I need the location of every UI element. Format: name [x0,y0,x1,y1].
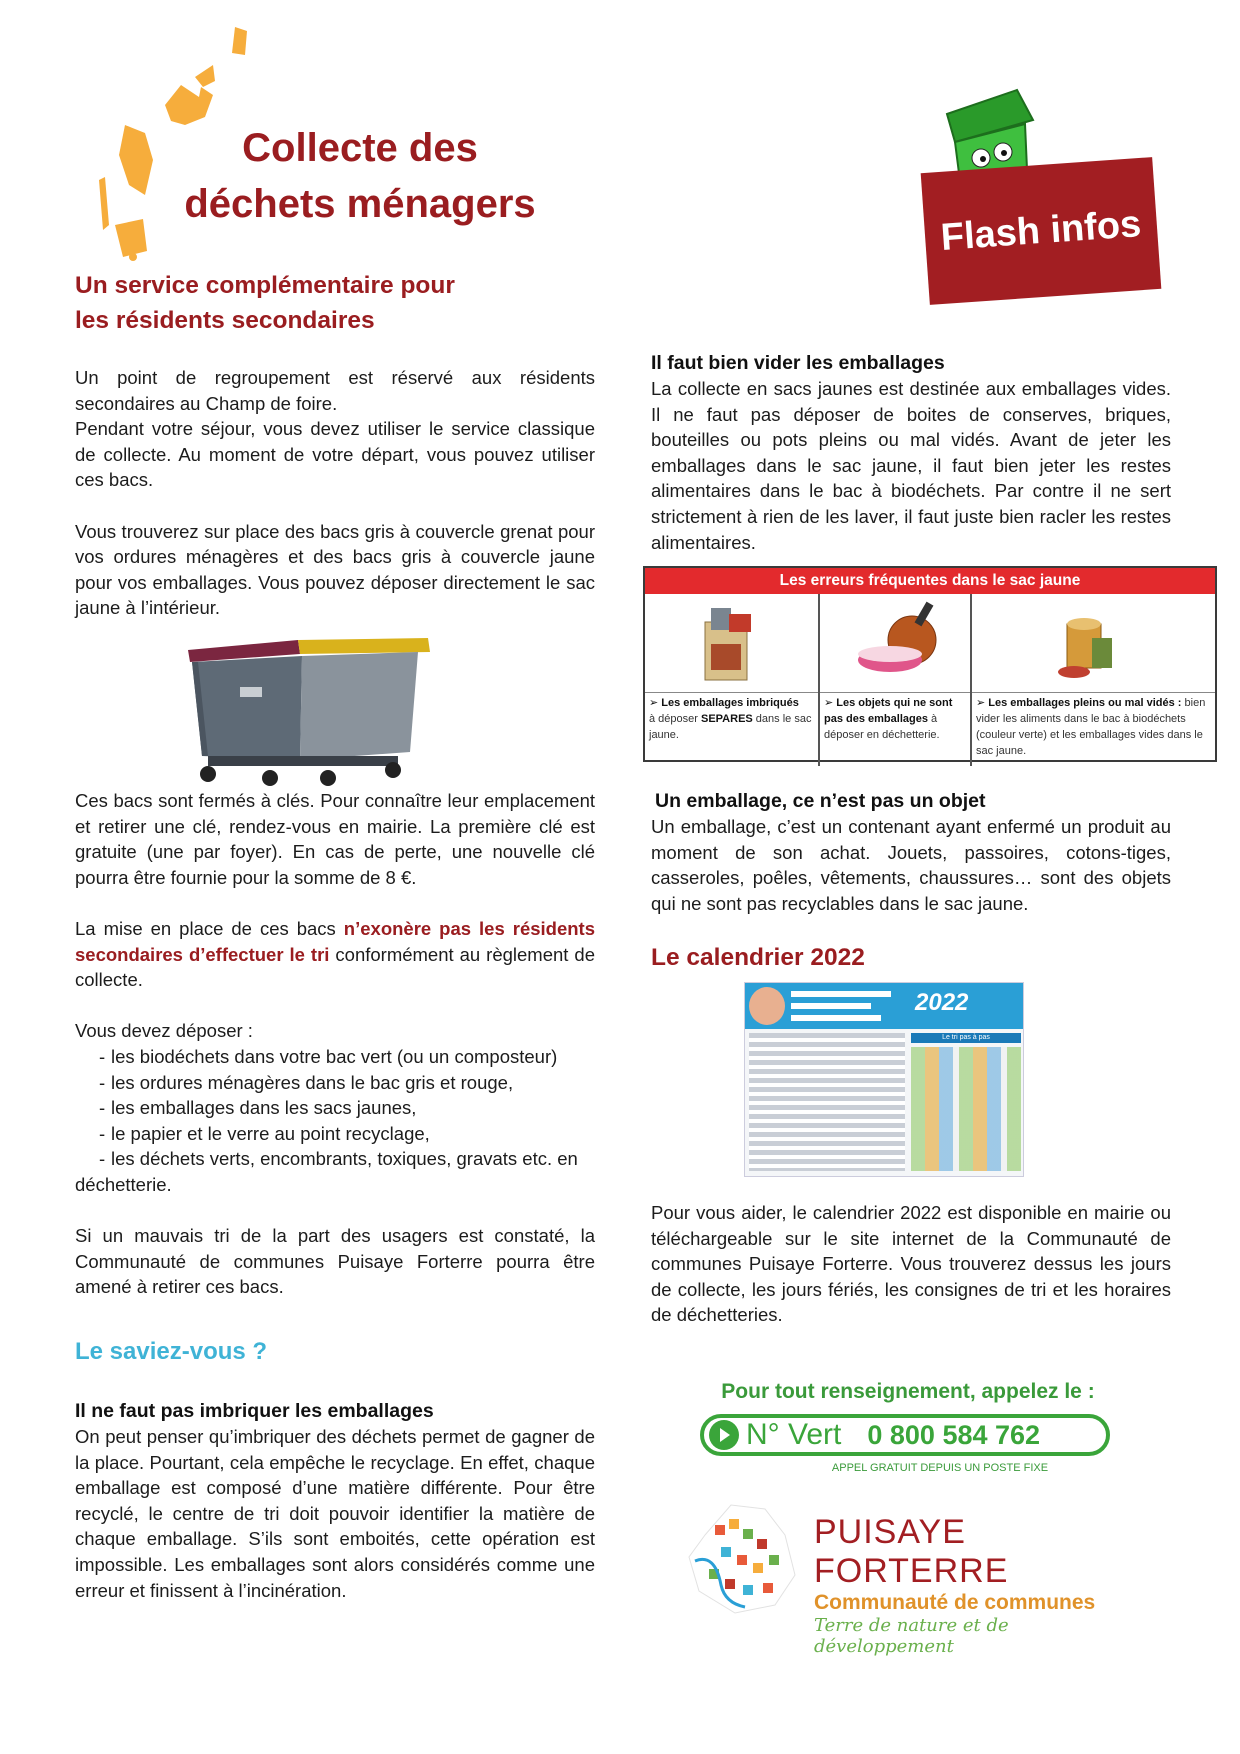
paragraph: Un point de regroupement est réservé aux résidents secondaires au Champ de foire. [75,367,595,414]
org-logo-text [814,1513,1114,1657]
saviez-vous-title: Le saviez-vous ? [75,1338,268,1365]
list-item: - les biodéchets dans votre bac vert (ou un composteur) [75,1044,595,1070]
page-title: Collecte des déchets ménagers [184,126,536,226]
org-sub: Communauté de communes [814,1591,1096,1614]
calendar-image [744,982,1024,1177]
list-item: - les déchets verts, encombrants, toxiques, gravats etc. en [75,1146,595,1172]
paragraph: Pendant votre séjour, vous devez utiliser le service classique de collecte. Au moment de votre départ, vous pouvez utiliser ces bacs. [75,418,595,491]
arrow-circle-icon [708,1419,740,1451]
flash-infos-badge [921,157,1162,305]
objet-title: Un emballage, ce n’est pas un objet [655,790,986,812]
objet-text: Un emballage, c’est un contenant ayant enfermé un produit au moment de son achat. Jouets, passoires, cotons-tiges, casseroles, poêles, vêtements, chaussures… sont des objets qui ne sont pas recyclables dans le sac jaune. [651,816,1171,914]
vider-text: La collecte en sacs jaunes est destinée aux emballages vides. Il ne faut pas déposer de boites de conserves, briques, bouteilles ou pots pleins ou mal vidés. Avant de jeter les emballages dans le sac jaune, il faut bien jeter les restes alimentaires dans le bac à biodéchets. Par contre il ne sert strictement à rien de les laver, il faut juste bien racler les restes alimentaires. [651,378,1171,553]
vider-section [651,350,1171,555]
calendar-title: Le calendrier 2022 [651,944,865,971]
list-item: - les emballages dans les sacs jaunes, [75,1095,595,1121]
imbriquer-text: On peut penser qu’imbriquer des déchets permet de gagner de la place. Pourtant, cela empêche le recyclage. En effet, chaque emballage est composé d’une matière différente. Pour être recyclé, le centre de tri doit pouvoir identifier la matière de chaque emballage. S’ils sont emboités, cette opération est impossible. Les emballages sont alors considérés comme une erreur et finissent à l’incinération. [75,1426,595,1601]
paragraph: Ces bacs sont fermés à clés. Pour connaître leur emplacement et retirer une clé, rendez-vous en mairie. La première clé est gratuite (une par foyer). En cas de perte, une nouvelle clé pourra être fournie pour la somme de 8 €. [75,790,595,888]
imbriquer-section [75,1398,595,1603]
paragraph: Si un mauvais tri de la part des usagers est constaté, la Communauté de communes Puisaye Forterre pourra être amené à retirer ces bacs. [75,1225,595,1298]
list-intro: Vous devez déposer : [75,1020,253,1042]
vider-title: Il faut bien vider les emballages [651,352,945,374]
nested-packaging-icon [645,594,820,689]
pan-bowl-icon [820,594,972,689]
calendar-text: Pour vous aider, le calendrier 2022 est disponible en mairie ou téléchargeable sur le site internet de la Communauté de communes Puisaye Forterre. Vous trouverez dessus les jours de collecte, les jours fériés, les consignes de tri et les horaires de déchetteries. [651,1202,1171,1326]
list-item: - le papier et le verre au point recyclage, [75,1121,595,1147]
numero-vert-box [700,1414,1110,1456]
intro-paragraphs [75,365,595,621]
errors-table [643,566,1217,762]
paragraph: Vous trouverez sur place des bacs gris à couvercle grenat pour vos ordures ménagères et des bacs gris à couvercle jaune pour vos emballages. Vous pouvez déposer directement le sac jaune à l’intérieur. [75,520,595,619]
keys-paragraph-block [75,788,595,1300]
org-tagline: Terre de nature et de développement [814,1615,1009,1657]
paragraph-tri: La mise en place de ces bacs n’exonère pas les résidents secondaires d’effectuer le tri conformément au règlement de collecte. [75,917,596,991]
phone-number: 0 800 584 762 [867,1419,1041,1450]
error-col-imbriques: ➢ Les emballages imbriqués à déposer SEPARES dans le sac jaune. [645,594,820,766]
renseignement-text: Pour tout renseignement, appelez le : [721,1380,1095,1403]
puisaye-forterre-map-logo [685,1495,810,1620]
errors-table-header: Les erreurs fréquentes dans le sac jaune [645,568,1215,594]
org-name: PUISAYE FORTERRE [814,1513,1009,1590]
section-title-residents: Un service complémentaire pour les résidents secondaires [75,272,455,334]
imbriquer-title: Il ne faut pas imbriquer les emballages [75,1400,434,1422]
calendar-year: 2022 [915,989,969,1016]
error-col-pleins: ➢ Les emballages pleins ou mal vidés : bien vider les aliments dans le bac à biodéchets (couleur verte) et les emballages vides dans le sac jaune. [972,594,1215,766]
objet-section [651,788,1171,916]
numero-vert-label: N° Vert [746,1418,842,1451]
calendar-side-label: Le tri pas à pas [911,1033,1021,1043]
list-item: - les ordures ménagères dans le bac gris et rouge, [75,1070,595,1096]
error-col-objets: ➢ Les objets qui ne sont pas des emballages à déposer en déchetterie. [820,594,972,766]
container-bins-image [178,632,438,787]
appel-gratuit: APPEL GRATUIT DEPUIS UN POSTE FIXE [831,1462,1049,1474]
full-cans-icon [972,594,1215,689]
flash-infos-label: Flash infos [939,202,1143,259]
list-tail: déchetterie. [75,1173,172,1195]
deposit-list [75,1044,595,1172]
